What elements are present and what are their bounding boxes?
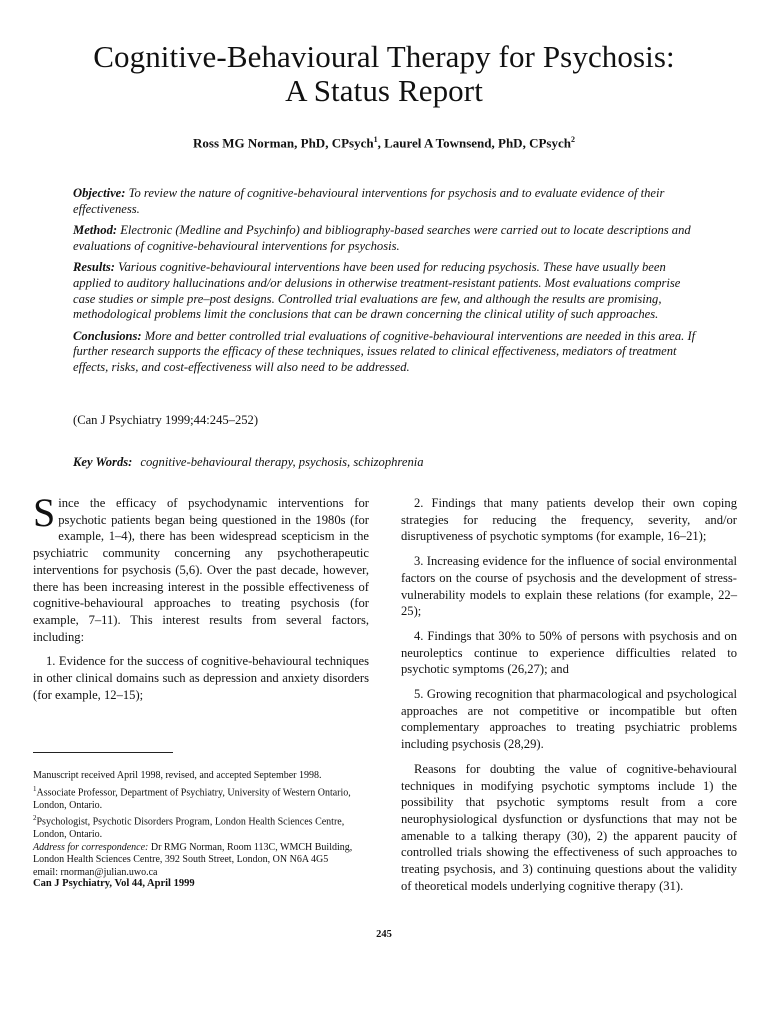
abstract-method-label: Method: [73,223,118,238]
reasons-paragraph: Reasons for doubting the value of cognitive-behavioural techniques in modifying psychotic symptoms include 1) the possibility that psychotic symptoms result from a core neurophysiological dysfunction or dysfunctions that may not be amenable to a talking therapy (30), 2) the apparent paucity of controlled trials showing the effectiveness of such approaches to treating psychosis, and 3) continuing questions about the validity of theoretical models underlying cognitive therapy (31). [401,761,737,893]
footnote-2 [33,812,369,842]
abstract-results-label: Results: [73,260,115,275]
correspondence-address [33,842,369,867]
abstract-objective [73,186,701,217]
correspondence-label: Address for correspondence: [33,841,149,853]
footnote-2-text: Psychologist, Psychotic Disorders Program, London Health Sciences Centre, London, Ontario. [33,816,345,841]
footnote-1-text: Associate Professor, Department of Psychiatry, University of Western Ontario, London, Ontario. [33,786,351,811]
correspondence-email: email: rnorman@julian.uwo.ca [33,866,158,878]
article-title [0,40,768,108]
keywords-text: cognitive-behavioural therapy, psychosis, schizophrenia [140,455,424,469]
abstract-results [73,260,701,322]
footnote-divider [33,752,173,753]
intro-text: ince the efficacy of psychodynamic interventions for psychotic patients began being questioned in the 1980s (for example, 1–4), there has been widespread scepticism in the psychiatric community concerning any psychotherapeutic interventions for psychosis (5,6). Over the past decade, however, there has been increasing interest in the possible effectiveness of cognitive-behavioural approaches to treating psychosis (for example, 7–11). This interest results from several factors, including: [33,496,369,644]
abstract-objective-text: To review the nature of cognitive-behavioural interventions for psychosis and to evaluate evidence of their effectiveness. [73,186,665,216]
journal-footer: Can J Psychiatry, Vol 44, April 1999 [33,878,195,889]
footnote-1 [33,783,369,813]
author-separator: , [377,135,385,151]
abstract [73,186,701,382]
page-number: 245 [376,929,392,940]
drop-cap: S [33,490,56,535]
body-column-left [33,490,369,711]
footnote-1-marker: 1 [33,784,37,793]
manuscript-dates: Manuscript received April 1998, revised, and accepted September 1998. [33,770,322,781]
factor-1: 1. Evidence for the success of cognitive-behavioural techniques in other clinical domains such as depression and anxiety disorders (for example, 12–15); [33,654,369,702]
footnote-2-marker: 2 [33,814,37,823]
factor-4: 4. Findings that 30% to 50% of persons with psychosis and on neuroleptics continue to experience difficulties related to psychotic symptoms (26,27); and [401,628,737,677]
title-line-1: Cognitive-Behavioural Therapy for Psychosis: [93,39,675,74]
abstract-results-text: Various cognitive-behavioural interventions have been used for reducing psychosis. These have usually been applied to auditory hallucinations and/or delusions in otherwise treatment-resistant patients. Most evaluations comprise case studies or simple pre–post designs. Controlled trial evaluations are few, and although the results are promising, methodological problems limit the conclusions that can be drawn concerning the clinical utility of such approaches. [73,260,681,322]
factor-5: 5. Growing recognition that pharmacological and psychological approaches are not competitive or incompatible but often complementary approaches to treating psychiatric problems including psychosis (28,29). [401,687,737,752]
factor-3: 3. Increasing evidence for the influence of social environmental factors on the course of psychosis and the development of stress-vulnerability models to explain these relations (for example, 22–25); [401,554,737,619]
author-1-affiliation-marker: 1 [373,135,378,144]
author-1-name: Ross MG Norman, PhD, CPsych [193,135,374,151]
abstract-method-text: Electronic (Medline and Psychinfo) and bibliography-based searches were carried out to locate descriptions and evaluations of cognitive-behavioural interventions for psychosis. [73,223,691,253]
author-list [0,135,768,151]
factor-2: 2. Findings that many patients develop their own coping strategies for reducing the frequency, severity, and/or disruptiveness of psychotic symptoms (for example, 16–21); [401,496,737,544]
correspondence-text: Dr RMG Norman, Room 113C, WMCH Building, London Health Sciences Centre, 392 South Street, London, ON N6A 4G5 [33,841,353,866]
abstract-conclusions-label: Conclusions: [73,328,142,343]
abstract-objective-label: Objective: [73,186,126,200]
abstract-method [73,223,701,254]
intro-paragraph [33,490,369,645]
abstract-conclusions-text: More and better controlled trial evaluations of cognitive-behavioural interventions are needed in this area. If further research supports the efficacy of these techniques, issues related to clinical effectiveness, mediators of treatment effects, risks, and cost-effectiveness will also need to be addressed. [73,328,696,374]
body-column-right [401,495,737,902]
title-line-2: A Status Report [285,73,483,108]
footnotes [33,770,369,879]
keywords [73,455,424,470]
keywords-label: Key Words: [73,455,133,469]
abstract-conclusions [73,329,701,376]
author-2-affiliation-marker: 2 [570,135,575,144]
journal-citation: (Can J Psychiatry 1999;44:245–252) [73,413,259,427]
author-2-name: Laurel A Townsend, PhD, CPsych [384,135,571,151]
